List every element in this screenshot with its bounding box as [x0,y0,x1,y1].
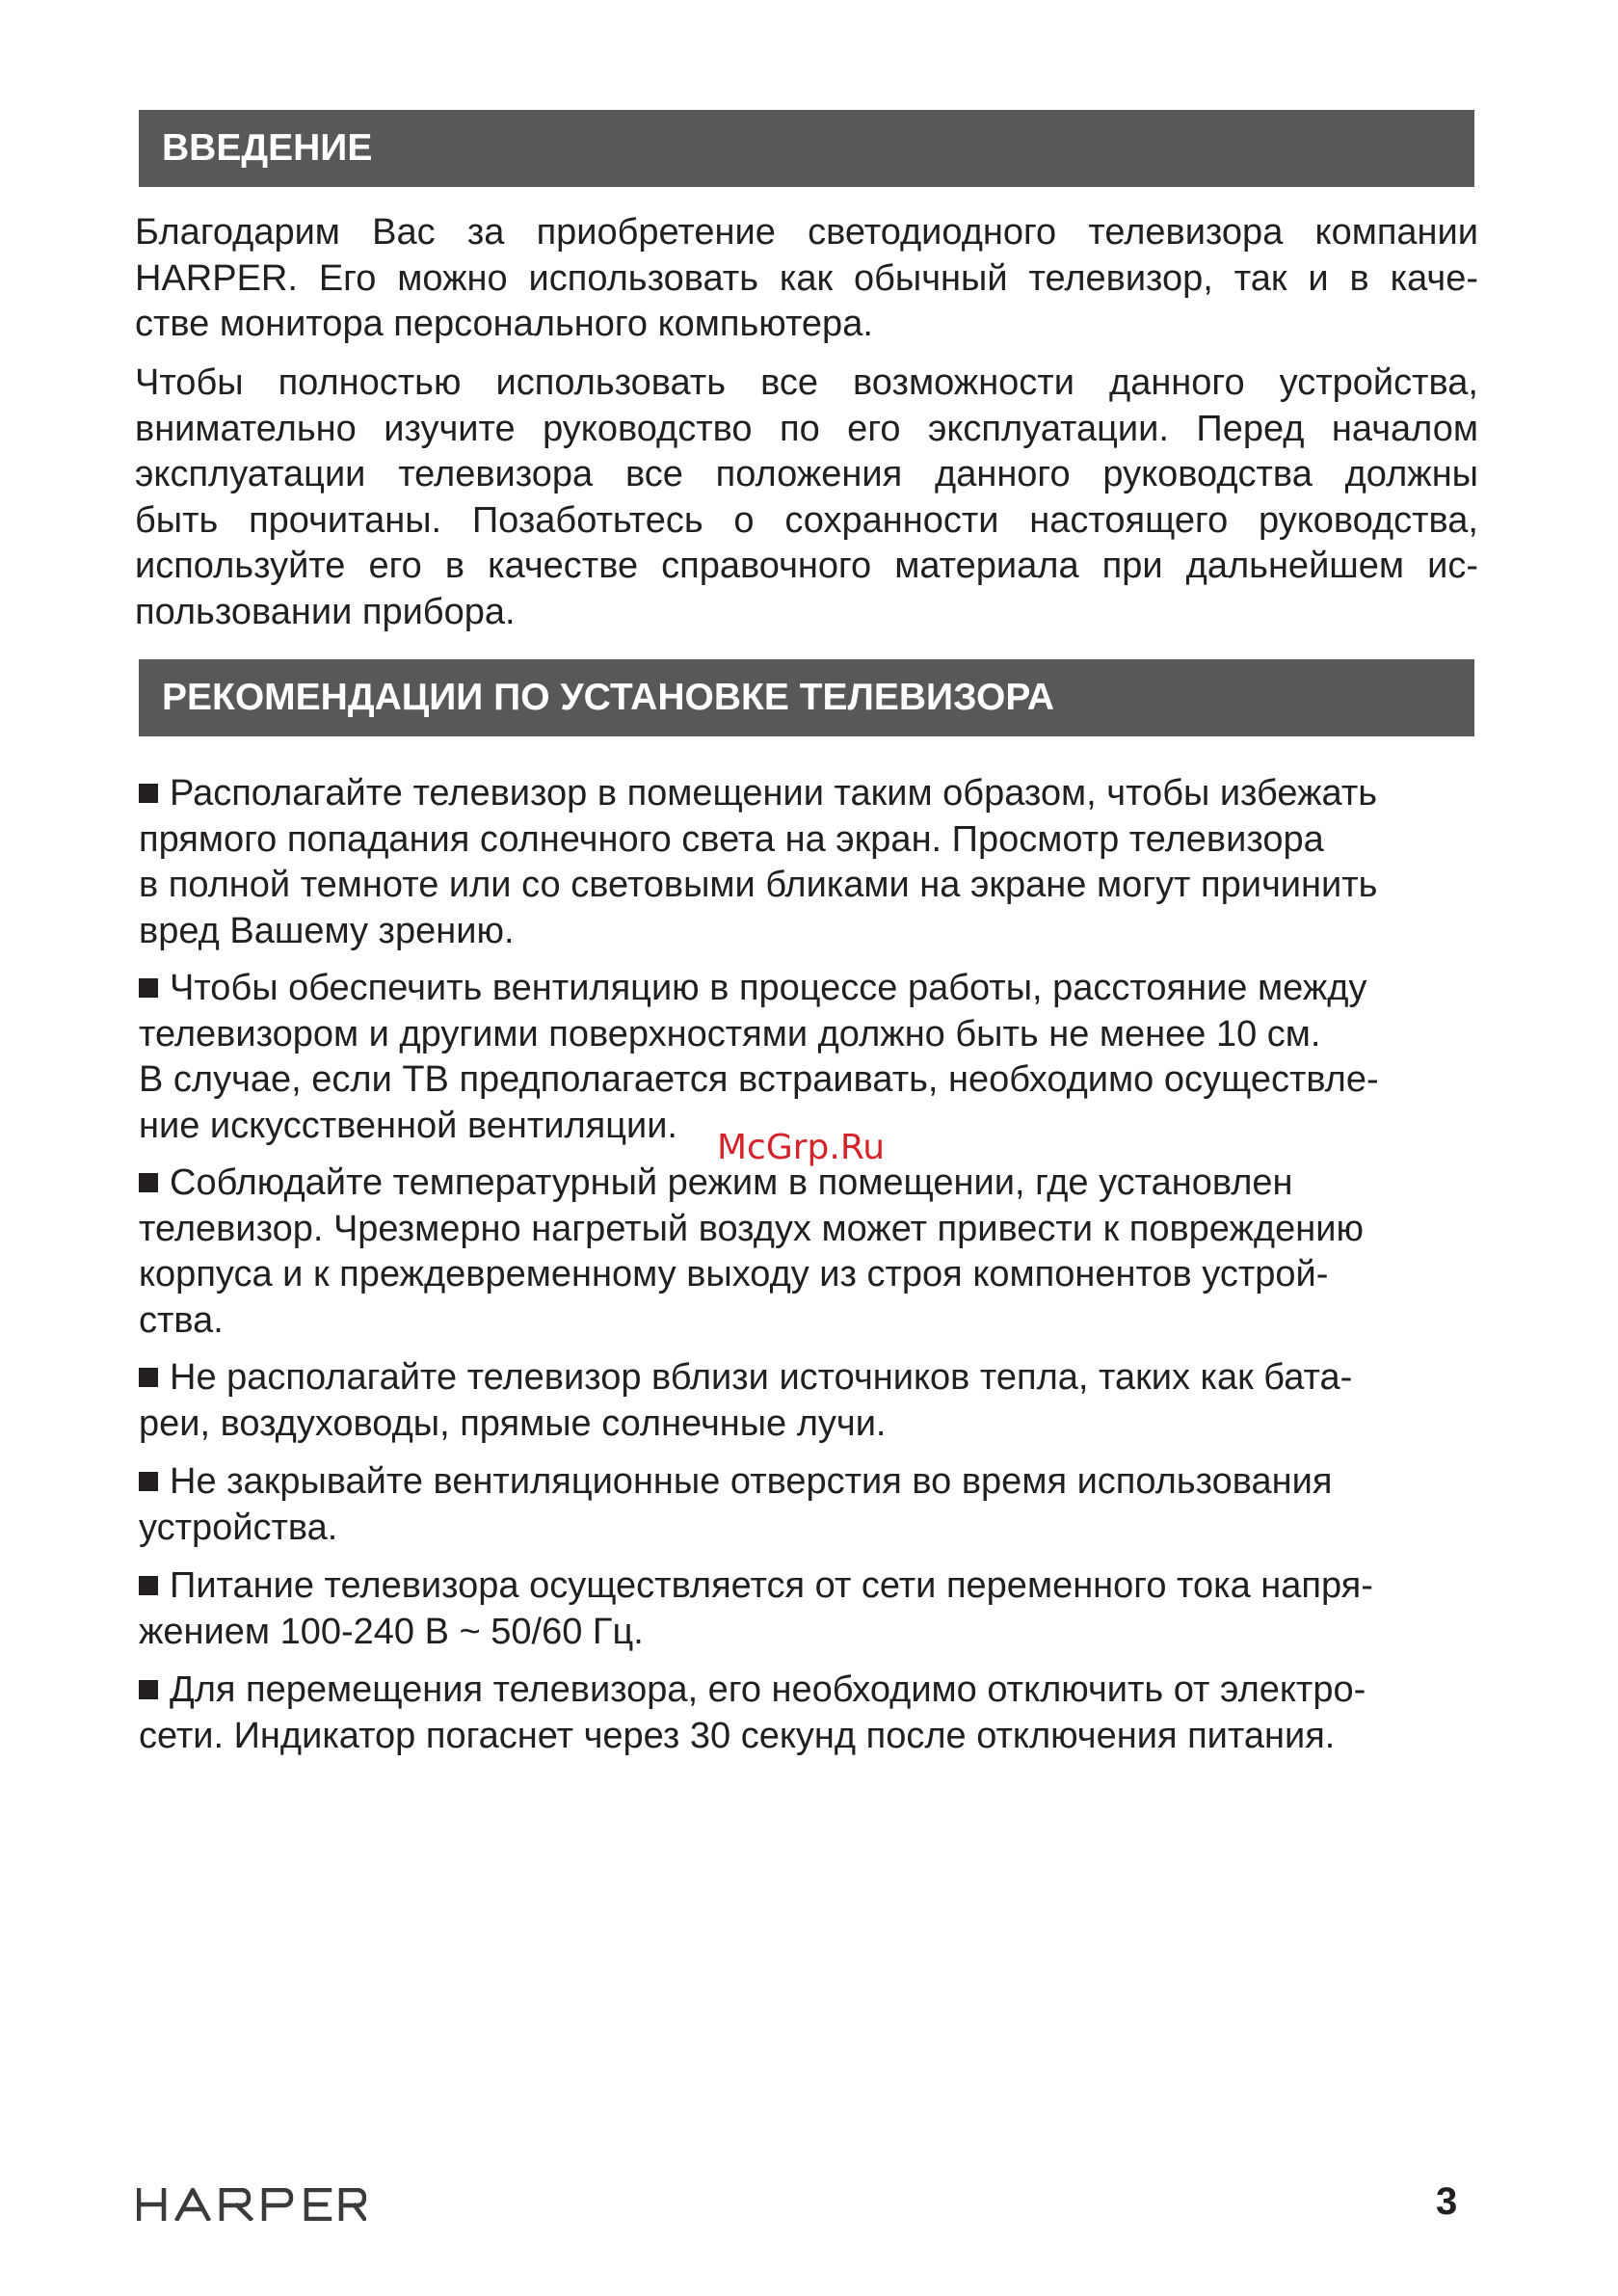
text-line: стве монитора персонального компьютера. [135,304,873,344]
text-line: ства. [139,1299,224,1341]
text-line: используйте его в качестве справочного материала при дальнейшем ис- [135,546,1478,586]
text-line: Чтобы обеспечить вентиляцию в процессе работы, расстояние между [139,966,1482,1012]
text-line: внимательно изучите руководство по его эксплуатации. Перед началом [135,408,1478,449]
section-title: РЕКОМЕНДАЦИИ ПО УСТАНОВКЕ ТЕЛЕВИЗОРА [162,677,1055,718]
text-line: корпуса и к преждевременному выходу из строя компонентов устрой- [139,1254,1329,1295]
bullet-square-icon [139,1368,158,1387]
bullet-square-icon [139,1472,158,1491]
intro-paragraph-2 [135,360,1478,635]
recommendation-item [139,1563,1482,1655]
text-line: телевизором и другими поверхностями должно быть не менее 10 см. [139,1013,1321,1055]
text-line: жением 100-240 В ~ 50/60 Гц. [139,1611,644,1652]
text-line: в полной темноте или со световыми бликами на экране могут причинить [139,865,1378,905]
recommendation-item [139,966,1482,1149]
text-line: HARPER. Его можно использовать как обычный телевизор, так и в каче- [135,257,1478,299]
text-line: вред Вашему зрению. [139,910,515,951]
intro-paragraph-1 [135,210,1478,348]
section-title: ВВЕДЕНИЕ [162,127,373,169]
text-line: В случае, если ТВ предполагается встраивать, необходимо осуществле- [139,1059,1379,1100]
recommendation-item [139,1161,1482,1344]
recommendation-item [139,1668,1482,1759]
harper-logo [137,2188,366,2221]
bullet-square-icon [139,1680,158,1699]
text-line: Чтобы полностью использовать все возможности данного устройства, [135,362,1478,403]
text-line: Располагайте телевизор в помещении таким образом, чтобы избежать [139,771,1482,817]
bullet-square-icon [139,784,158,803]
text-line: прямого попадания солнечного света на экран. Просмотр телевизора [139,818,1324,860]
text-line: Благодарим Вас за приобретение светодиодного телевизора компании [135,212,1478,253]
watermark: McGrp.Ru [717,1128,886,1167]
text-line: эксплуатации телевизора все положения данного руководства должны [135,454,1478,494]
text-line: телевизор. Чрезмерно нагретый воздух может привести к повреждению [139,1208,1364,1249]
recommendation-item [139,771,1482,954]
text-line: быть прочитаны. Позаботьтесь о сохранности настоящего руководства, [135,499,1478,541]
section-header-install [139,659,1474,736]
text-line: Не закрывайте вентиляционные отверстия во время использования [139,1459,1482,1506]
text-line: устройства. [139,1507,338,1548]
text-line: Питание телевизора осуществляется от сети переменного тока напря- [139,1563,1482,1610]
text-line: Соблюдайте температурный режим в помещении, где установлен [139,1161,1482,1207]
recommendation-item [139,1355,1482,1447]
text-line: ние искусственной вентиляции. [139,1105,677,1146]
text-line: пользовании прибора. [135,591,516,632]
bullet-square-icon [139,978,158,998]
bullet-square-icon [139,1173,158,1192]
recommendation-item [139,1459,1482,1551]
text-line: Для перемещения телевизора, его необходимо отключить от электро- [139,1668,1482,1714]
section-header-intro [139,110,1474,187]
text-line: реи, воздуховоды, прямые солнечные лучи. [139,1402,887,1444]
text-line: сети. Индикатор погаснет через 30 секунд после отключения питания. [139,1715,1336,1756]
page-number: 3 [1436,2180,1458,2223]
text-line: Не располагайте телевизор вблизи источников тепла, таких как бата- [139,1355,1482,1402]
bullet-square-icon [139,1576,158,1595]
